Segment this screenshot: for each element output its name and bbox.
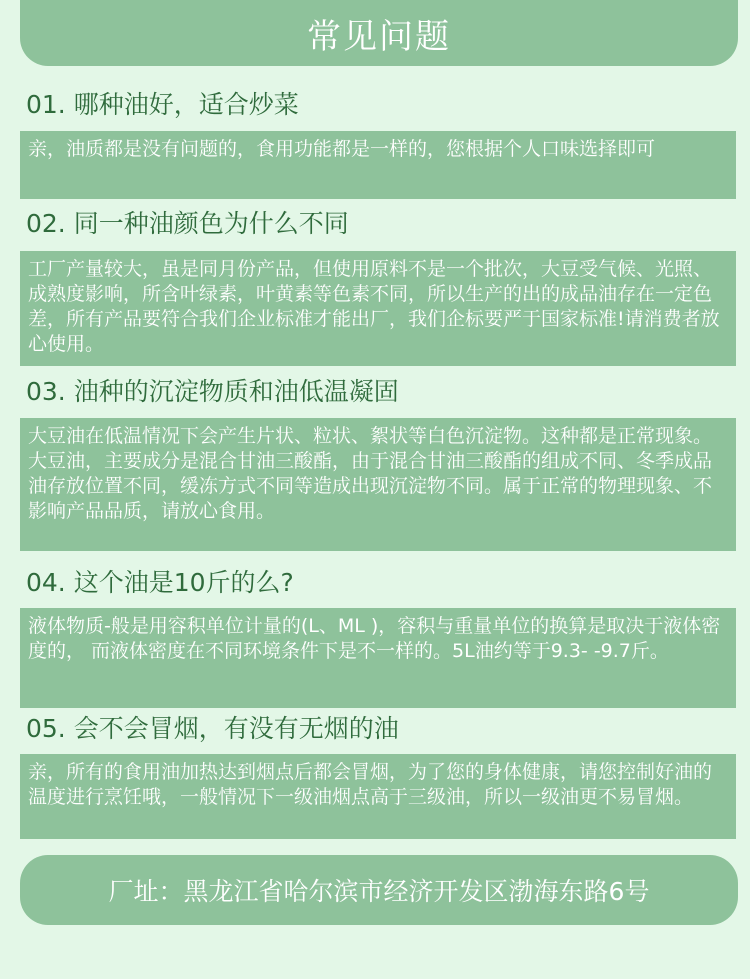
faq-question-2: 02. 同一种油颜色为什么不同 bbox=[26, 209, 349, 238]
address-banner bbox=[20, 855, 738, 925]
faq-answer-box-2 bbox=[20, 251, 736, 366]
faq-question-1: 01. 哪种油好，适合炒菜 bbox=[26, 90, 299, 119]
faq-answer-4: 液体物质-般是用容积单位计量的(L、ML )，容积与重量单位的换算是取决于液体密度的， 而液体密度在不同环境条件下是不一样的。5L油约等于9.3- -9.7斤。 bbox=[28, 615, 721, 662]
faq-answer-2: 工厂产量较大，虽是同月份产品，但使用原料不是一个批次，大豆受气候、光照、成熟度影响，所含叶绿素，叶黄素等色素不同，所以生产的出的成品油存在一定色差，所有产品要符合我们企业标准才能出厂，我们企标要严于国家标准!请消费者放心使用。 bbox=[28, 258, 720, 355]
page-title: 常见问题 bbox=[307, 16, 451, 57]
faq-answer-5: 亲，所有的食用油加热达到烟点后都会冒烟，为了您的身体健康，请您控制好油的温度进行烹饪哦，一般情况下一级油烟点高于三级油，所以一级油更不易冒烟。 bbox=[28, 761, 713, 808]
faq-answer-3: 大豆油在低温情况下会产生片状、粒状、絮状等白色沉淀物。这种都是正常现象。大豆油，主要成分是混合甘油三酸酯，由于混合甘油三酸酯的组成不同、冬季成品油存放位置不同，缓冻方式不同等造成出现沉淀物不同。属于正常的物理现象、不影响产品品质，请放心食用。 bbox=[28, 425, 713, 522]
faq-answer-box-5 bbox=[20, 754, 736, 839]
faq-question-3: 03. 油种的沉淀物质和油低温凝固 bbox=[26, 377, 399, 406]
faq-answer-box-4 bbox=[20, 608, 736, 708]
faq-answer-box-3 bbox=[20, 418, 736, 551]
factory-address: 厂址：黑龙江省哈尔滨市经济开发区渤海东路6号 bbox=[108, 877, 650, 906]
faq-answer-1: 亲，油质都是没有问题的，食用功能都是一样的，您根据个人口味选择即可 bbox=[28, 138, 656, 160]
faq-question-5: 05. 会不会冒烟，有没有无烟的油 bbox=[26, 714, 399, 743]
faq-header bbox=[20, 0, 738, 66]
faq-question-4: 04. 这个油是10斤的么? bbox=[26, 568, 294, 597]
faq-answer-box-1 bbox=[20, 131, 736, 199]
